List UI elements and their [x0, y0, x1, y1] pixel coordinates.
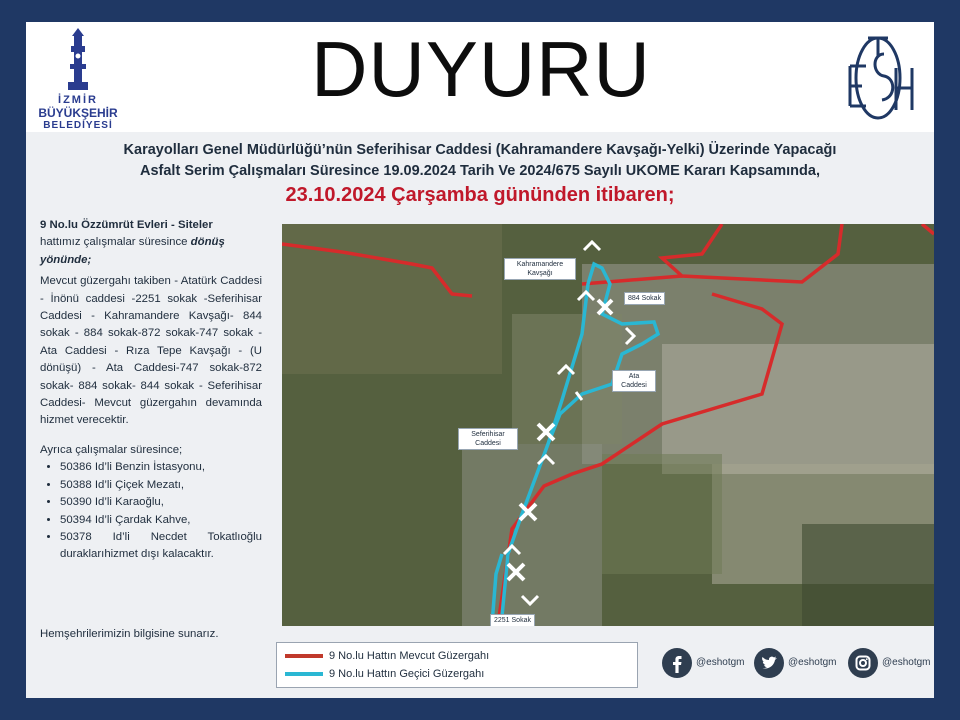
twitter-icon[interactable] — [754, 648, 784, 678]
legend-temporary — [285, 665, 484, 683]
instagram-handle[interactable]: @eshotgm — [882, 657, 931, 668]
logo-text-izmir: İZMİR — [58, 94, 98, 106]
stop-list — [40, 459, 262, 563]
map-label-seferihisar: Seferihisar Caddesi — [458, 428, 518, 450]
stop-item: • 50378 Id’li Necdet Tokatlıoğlu duraklarıhizmet dışı kalacaktır. — [60, 529, 262, 564]
announcement-subtitle — [26, 140, 934, 182]
legend-temporary-swatch — [285, 672, 323, 676]
stop-item: • 50388 Id’li Çiçek Mezatı, — [60, 477, 262, 494]
instagram-icon[interactable] — [848, 648, 878, 678]
closing-text: Hemşehrilerimizin bilgisine sunarız. — [40, 628, 219, 640]
stop-item: • 50386 Id’li Benzin İstasyonu, — [60, 459, 262, 476]
subtitle-line-1: Karayolları Genel Müdürlüğü’nün Seferihisar Caddesi (Kahramandere Kavşağı-Yelki) Üzerinde Yapacağı — [123, 142, 837, 158]
route-description — [40, 217, 262, 564]
legend-current-label: 9 No.lu Hattın Mevcut Güzergahı — [329, 650, 490, 662]
route-direction: dönüş yönünde; — [40, 236, 225, 266]
route-intro: hattımız çalışmalar süresince — [40, 236, 188, 249]
subtitle-line-2: Asfalt Serim Çalışmaları Süresince 19.09.2024 Tarih Ve 2024/675 Sayılı UKOME Kararı Kapsamında, — [140, 163, 820, 179]
effective-date: 23.10.2024 Çarşamba gününden itibaren; — [285, 184, 675, 206]
logo-text-belediyesi: BELEDİYESİ — [43, 120, 113, 131]
map-label-2251-sokak: 2251 Sokak — [490, 614, 535, 626]
map-label-kahramandere: Kahramandere Kavşağı — [504, 258, 576, 280]
eshot-logo — [836, 26, 920, 126]
legend-temporary-label: 9 No.lu Hattın Geçici Güzergahı — [329, 668, 485, 680]
also-text: Ayrıca çalışmalar süresince; — [40, 443, 183, 456]
route-name: 9 No.lu Özzümrüt Evleri - Siteler — [40, 219, 213, 231]
satellite-map-graphic — [282, 224, 934, 626]
stop-item: • 50390 Id’li Karaoğlu, — [60, 494, 262, 511]
announcement-panel — [26, 22, 934, 698]
izmir-logo — [32, 28, 124, 131]
logo-text-buyuksehir: BÜYÜKŞEHİR — [38, 106, 118, 120]
legend-current-swatch — [285, 654, 323, 658]
facebook-icon[interactable] — [662, 648, 692, 678]
route-text: Mevcut güzergahı takiben - Atatürk Caddesi - İnönü caddesi -2251 sokak -Seferihisar Caddesi - Kahramandere Kavşağı- 844 sokak - 884 sokak-872 sokak-747 sokak - Ata Caddesi - Rıza Tepe Kavşağı - (U dönüşü) - Ata Caddesi-747 sokak-872 sokak- 884 sokak- 844 sokak - Seferihisar Caddesi- Mevcut güzergahın devamında hizmet verecektir. — [40, 275, 262, 427]
legend-current — [285, 647, 489, 665]
map-legend — [276, 642, 638, 688]
map-label-ata-caddesi: Ata Caddesi — [612, 370, 656, 392]
twitter-handle[interactable]: @eshotgm — [788, 657, 837, 668]
header — [26, 22, 934, 132]
eshot-monogram-icon — [836, 26, 920, 126]
clock-tower-icon — [58, 28, 98, 92]
route-map — [282, 224, 934, 626]
stop-item: • 50394 Id’li Çardak Kahve, — [60, 512, 262, 529]
page-title: DUYURU — [311, 25, 651, 113]
map-label-884-sokak: 884 Sokak — [624, 292, 665, 305]
facebook-handle[interactable]: @eshotgm — [696, 657, 745, 668]
